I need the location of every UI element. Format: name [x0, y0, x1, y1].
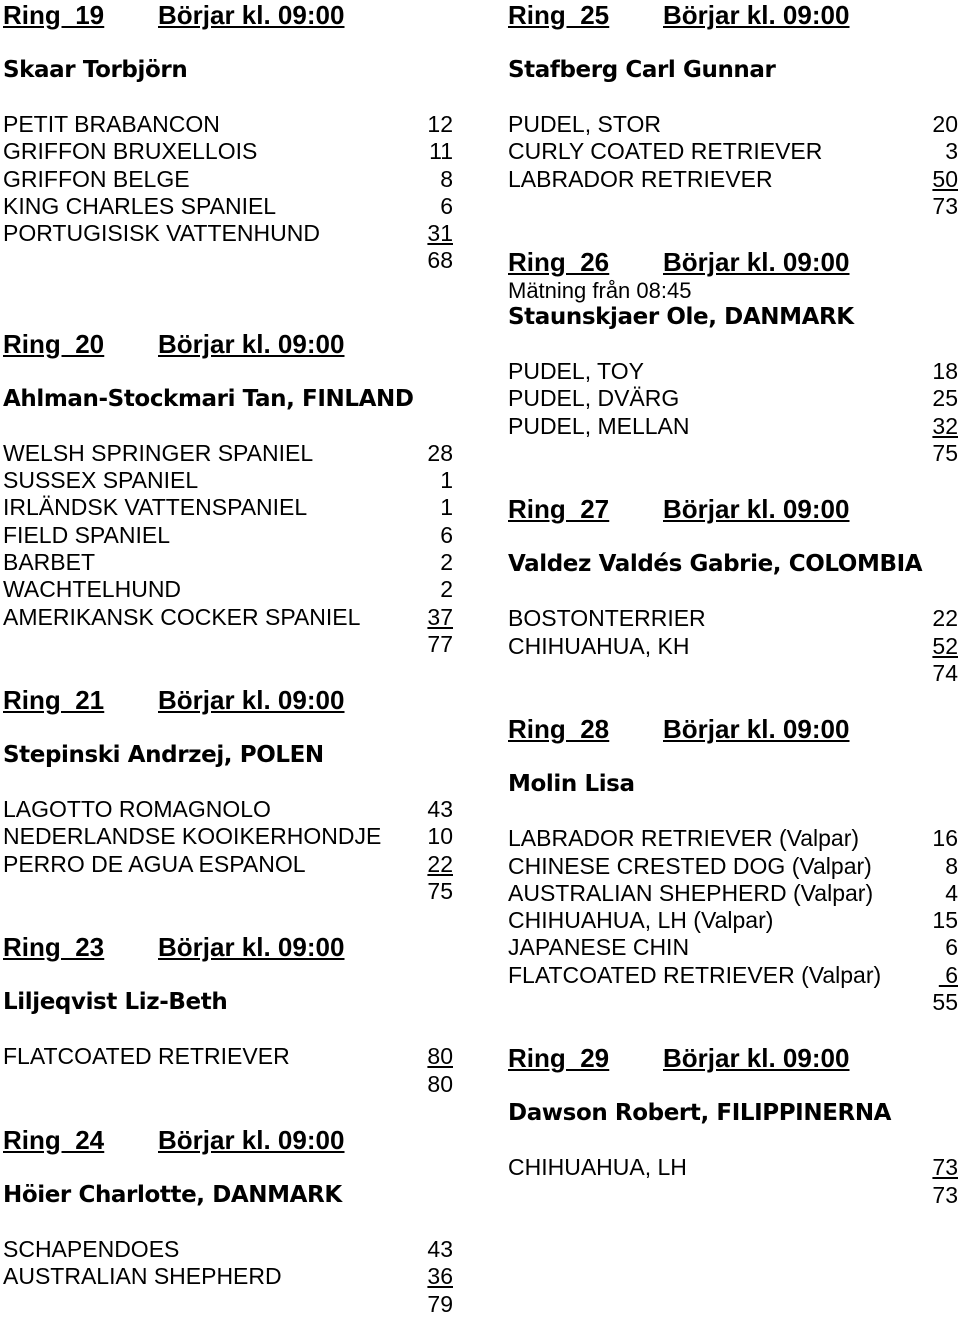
ring-section [508, 247, 958, 494]
spacer [3, 658, 453, 685]
breed-count: 8 [440, 165, 453, 192]
ring-header [3, 685, 453, 715]
breed-count: 37 [427, 603, 453, 630]
breed-row [3, 549, 453, 576]
breed-name: NEDERLANDSE KOOIKERHONDJE [3, 823, 382, 850]
ring-header [508, 494, 958, 524]
ring-start-time: Börjar kl. 09:00 [663, 714, 850, 745]
ring-number: Ring 27 [508, 494, 610, 525]
breed-name: PUDEL, MELLAN [508, 412, 690, 439]
breed-row [508, 962, 958, 989]
ring-start-time: Börjar kl. 09:00 [663, 247, 850, 278]
breed-count: 36 [427, 1263, 453, 1290]
spacer [508, 1073, 958, 1100]
breed-count: 8 [945, 852, 958, 879]
breed-row [3, 467, 453, 494]
breed-name: FLATCOATED RETRIEVER [3, 1043, 290, 1070]
judge-name: Höier Charlotte, DANMARK [3, 1181, 342, 1208]
breed-count: 20 [932, 111, 958, 137]
breed-row [508, 907, 958, 934]
breed-name: CHIHUAHUA, LH (Valpar) [508, 907, 774, 934]
breed-name: WACHTELHUND [3, 576, 182, 603]
breed-row [3, 494, 453, 521]
breed-count: 16 [932, 825, 958, 852]
breed-row [3, 576, 453, 603]
ring-section [3, 1125, 453, 1318]
breed-row [508, 413, 958, 440]
measurement-note: Mätning från 08:45 [508, 278, 692, 304]
breed-count: 43 [427, 796, 453, 823]
breed-name: PUDEL, TOY [508, 358, 644, 385]
ring-header [508, 0, 958, 30]
breed-count: 6 [938, 961, 958, 988]
ring-header [3, 932, 453, 962]
ring-total: 75 [427, 878, 453, 905]
ring-header [3, 1125, 453, 1155]
breed-row [3, 796, 453, 823]
spacer [508, 30, 958, 57]
spacer [3, 84, 453, 111]
breed-name: CHIHUAHUA, KH [508, 632, 690, 659]
left-column [3, 0, 453, 1318]
breed-name: IRLÄNDSK VATTENSPANIEL [3, 494, 308, 521]
breed-row [3, 604, 453, 631]
breed-row [3, 522, 453, 549]
breed-row [508, 111, 958, 138]
total-row [508, 1182, 958, 1209]
breed-row [3, 1043, 453, 1070]
right-column [508, 0, 958, 1209]
breed-row [508, 934, 958, 961]
breed-count: 18 [932, 358, 958, 385]
breed-name: JAPANESE CHIN [508, 934, 690, 961]
spacer [3, 359, 453, 386]
total-row [3, 631, 453, 658]
breed-name: GRIFFON BRUXELLOIS [3, 138, 258, 165]
total-row [3, 1071, 453, 1098]
ring-total: 74 [932, 659, 958, 686]
spacer [3, 905, 453, 932]
breed-name: AUSTRALIAN SHEPHERD (Valpar) [508, 879, 874, 906]
breed-name: CHINESE CRESTED DOG (Valpar) [508, 852, 872, 879]
spacer [3, 30, 453, 57]
total-row [3, 878, 453, 905]
ring-total: 75 [932, 440, 958, 467]
judge-name: Dawson Robert, FILIPPINERNA [508, 1100, 892, 1127]
breed-name: KING CHARLES SPANIEL [3, 192, 277, 219]
breed-name: PETIT BRABANCON [3, 111, 220, 137]
spacer [508, 220, 958, 247]
breed-name: PUDEL, DVÄRG [508, 385, 680, 412]
breed-count: 32 [932, 412, 958, 439]
ring-start-time: Börjar kl. 09:00 [158, 1124, 345, 1155]
total-row [508, 660, 958, 687]
breed-row [508, 605, 958, 632]
breed-count: 22 [427, 850, 453, 877]
ring-section [508, 0, 958, 247]
total-row [3, 1291, 453, 1318]
breed-name: AMERIKANSK COCKER SPANIEL [3, 603, 361, 630]
ring-number: Ring 25 [508, 0, 610, 30]
judge-name: Liljeqvist Liz-Beth [3, 989, 228, 1016]
breed-name: PERRO DE AGUA ESPANOL [3, 850, 306, 877]
ring-total: 73 [932, 192, 958, 219]
breed-row [508, 138, 958, 165]
ring-section [3, 329, 453, 685]
judge-name: Valdez Valdés Gabrie, COLOMBIA [508, 551, 923, 578]
ring-section [508, 1043, 958, 1209]
breed-count: 12 [427, 111, 453, 137]
judge-name: Staunskjaer Ole, DANMARK [508, 304, 854, 331]
breed-count: 25 [932, 385, 958, 412]
ring-start-time: Börjar kl. 09:00 [663, 0, 850, 30]
ring-total: 55 [932, 989, 958, 1016]
ring-header [508, 247, 958, 277]
breed-count: 22 [932, 605, 958, 632]
judge-name: Ahlman-Stockmari Tan, FINLAND [3, 385, 414, 412]
breed-name: PUDEL, STOR [508, 111, 661, 137]
breed-name: AUSTRALIAN SHEPHERD [3, 1263, 282, 1290]
spacer [508, 578, 958, 605]
breed-row [508, 880, 958, 907]
spacer [3, 715, 453, 742]
spacer [508, 524, 958, 551]
breed-name: SCHAPENDOES [3, 1235, 180, 1262]
spacer [3, 1016, 453, 1043]
breed-row [3, 1263, 453, 1290]
breed-count: 3 [945, 138, 958, 165]
ring-number: Ring 26 [508, 247, 610, 278]
breed-name: CURLY COATED RETRIEVER [508, 138, 823, 165]
breed-row [508, 853, 958, 880]
breed-count: 43 [427, 1235, 453, 1262]
total-row [3, 247, 453, 274]
breed-count: 80 [427, 1043, 453, 1070]
spacer [3, 302, 453, 329]
breed-count: 6 [440, 192, 453, 219]
ring-start-time: Börjar kl. 09:00 [663, 494, 850, 525]
spacer [508, 687, 958, 714]
spacer [3, 413, 453, 440]
breed-count: 6 [945, 934, 958, 961]
breed-name: LABRADOR RETRIEVER (Valpar) [508, 825, 860, 852]
breed-count: 15 [932, 907, 958, 934]
breed-row [3, 138, 453, 165]
breed-count: 1 [440, 467, 453, 494]
spacer [3, 1209, 453, 1236]
breed-name: FIELD SPANIEL [3, 521, 171, 548]
breed-name: WELSH SPRINGER SPANIEL [3, 439, 314, 466]
breed-row [508, 166, 958, 193]
breed-count: 10 [427, 823, 453, 850]
breed-name: SUSSEX SPANIEL [3, 467, 199, 494]
ring-section [508, 714, 958, 1043]
breed-count: 11 [429, 138, 453, 165]
ring-header [3, 329, 453, 359]
spacer [508, 1016, 958, 1043]
judge-name: Skaar Torbjörn [3, 57, 188, 83]
breed-count: 73 [932, 1154, 958, 1181]
spacer [508, 1127, 958, 1154]
breed-count: 52 [932, 632, 958, 659]
breed-row [3, 1236, 453, 1263]
ring-total: 79 [427, 1290, 453, 1317]
breed-row [3, 823, 453, 850]
breed-name: BARBET [3, 548, 96, 575]
ring-number: Ring 19 [3, 0, 105, 30]
ring-section [3, 932, 453, 1125]
ring-start-time: Börjar kl. 09:00 [158, 328, 345, 359]
ring-number: Ring 20 [3, 328, 105, 359]
ring-total: 68 [427, 247, 453, 274]
breed-row [3, 851, 453, 878]
judge-name: Stafberg Carl Gunnar [508, 57, 776, 83]
breed-name: PORTUGISISK VATTENHUND [3, 220, 320, 247]
breed-name: LABRADOR RETRIEVER [508, 165, 773, 192]
breed-count: 4 [945, 879, 958, 906]
ring-section [508, 494, 958, 714]
breed-row [3, 220, 453, 247]
ring-section [3, 685, 453, 932]
ring-number: Ring 23 [3, 932, 105, 963]
ring-start-time: Börjar kl. 09:00 [158, 932, 345, 963]
total-row [508, 989, 958, 1016]
breed-row [508, 385, 958, 412]
breed-row [3, 111, 453, 138]
judge-name: Molin Lisa [508, 771, 635, 798]
ring-start-time: Börjar kl. 09:00 [663, 1043, 850, 1074]
breed-count: 1 [440, 494, 453, 521]
spacer [3, 275, 453, 302]
spacer [508, 331, 958, 358]
spacer [508, 467, 958, 494]
ring-section [3, 0, 453, 329]
ring-total: 73 [932, 1181, 958, 1208]
ring-header [508, 1043, 958, 1073]
breed-count: 2 [440, 576, 453, 603]
breed-row [508, 358, 958, 385]
breed-row [3, 166, 453, 193]
spacer [3, 1098, 453, 1125]
spacer [3, 1155, 453, 1182]
total-row [508, 193, 958, 220]
breed-row [508, 825, 958, 852]
ring-header [3, 0, 453, 30]
breed-count: 2 [440, 548, 453, 575]
ring-start-time: Börjar kl. 09:00 [158, 0, 345, 30]
breed-row [508, 633, 958, 660]
breed-row [3, 440, 453, 467]
ring-number: Ring 24 [3, 1124, 105, 1155]
breed-count: 50 [932, 165, 958, 192]
breed-name: BOSTONTERRIER [508, 605, 706, 632]
spacer [508, 744, 958, 771]
breed-count: 6 [440, 521, 453, 548]
breed-row [508, 1154, 958, 1181]
breed-count: 31 [427, 220, 453, 247]
total-row [508, 440, 958, 467]
breed-name: LAGOTTO ROMAGNOLO [3, 796, 271, 823]
breed-name: GRIFFON BELGE [3, 165, 190, 192]
ring-number: Ring 29 [508, 1043, 610, 1074]
ring-total: 80 [427, 1070, 453, 1097]
breed-name: CHIHUAHUA, LH [508, 1154, 687, 1181]
breed-name: FLATCOATED RETRIEVER (Valpar) [508, 961, 882, 988]
ring-start-time: Börjar kl. 09:00 [158, 685, 345, 716]
ring-number: Ring 28 [508, 714, 610, 745]
spacer [508, 798, 958, 825]
breed-row [3, 193, 453, 220]
breed-count: 28 [427, 439, 453, 466]
judge-name: Stepinski Andrzej, POLEN [3, 742, 324, 769]
ring-number: Ring 21 [3, 685, 105, 716]
spacer [3, 962, 453, 989]
ring-header [508, 714, 958, 744]
ring-total: 77 [427, 630, 453, 657]
spacer [3, 769, 453, 796]
spacer [508, 84, 958, 111]
